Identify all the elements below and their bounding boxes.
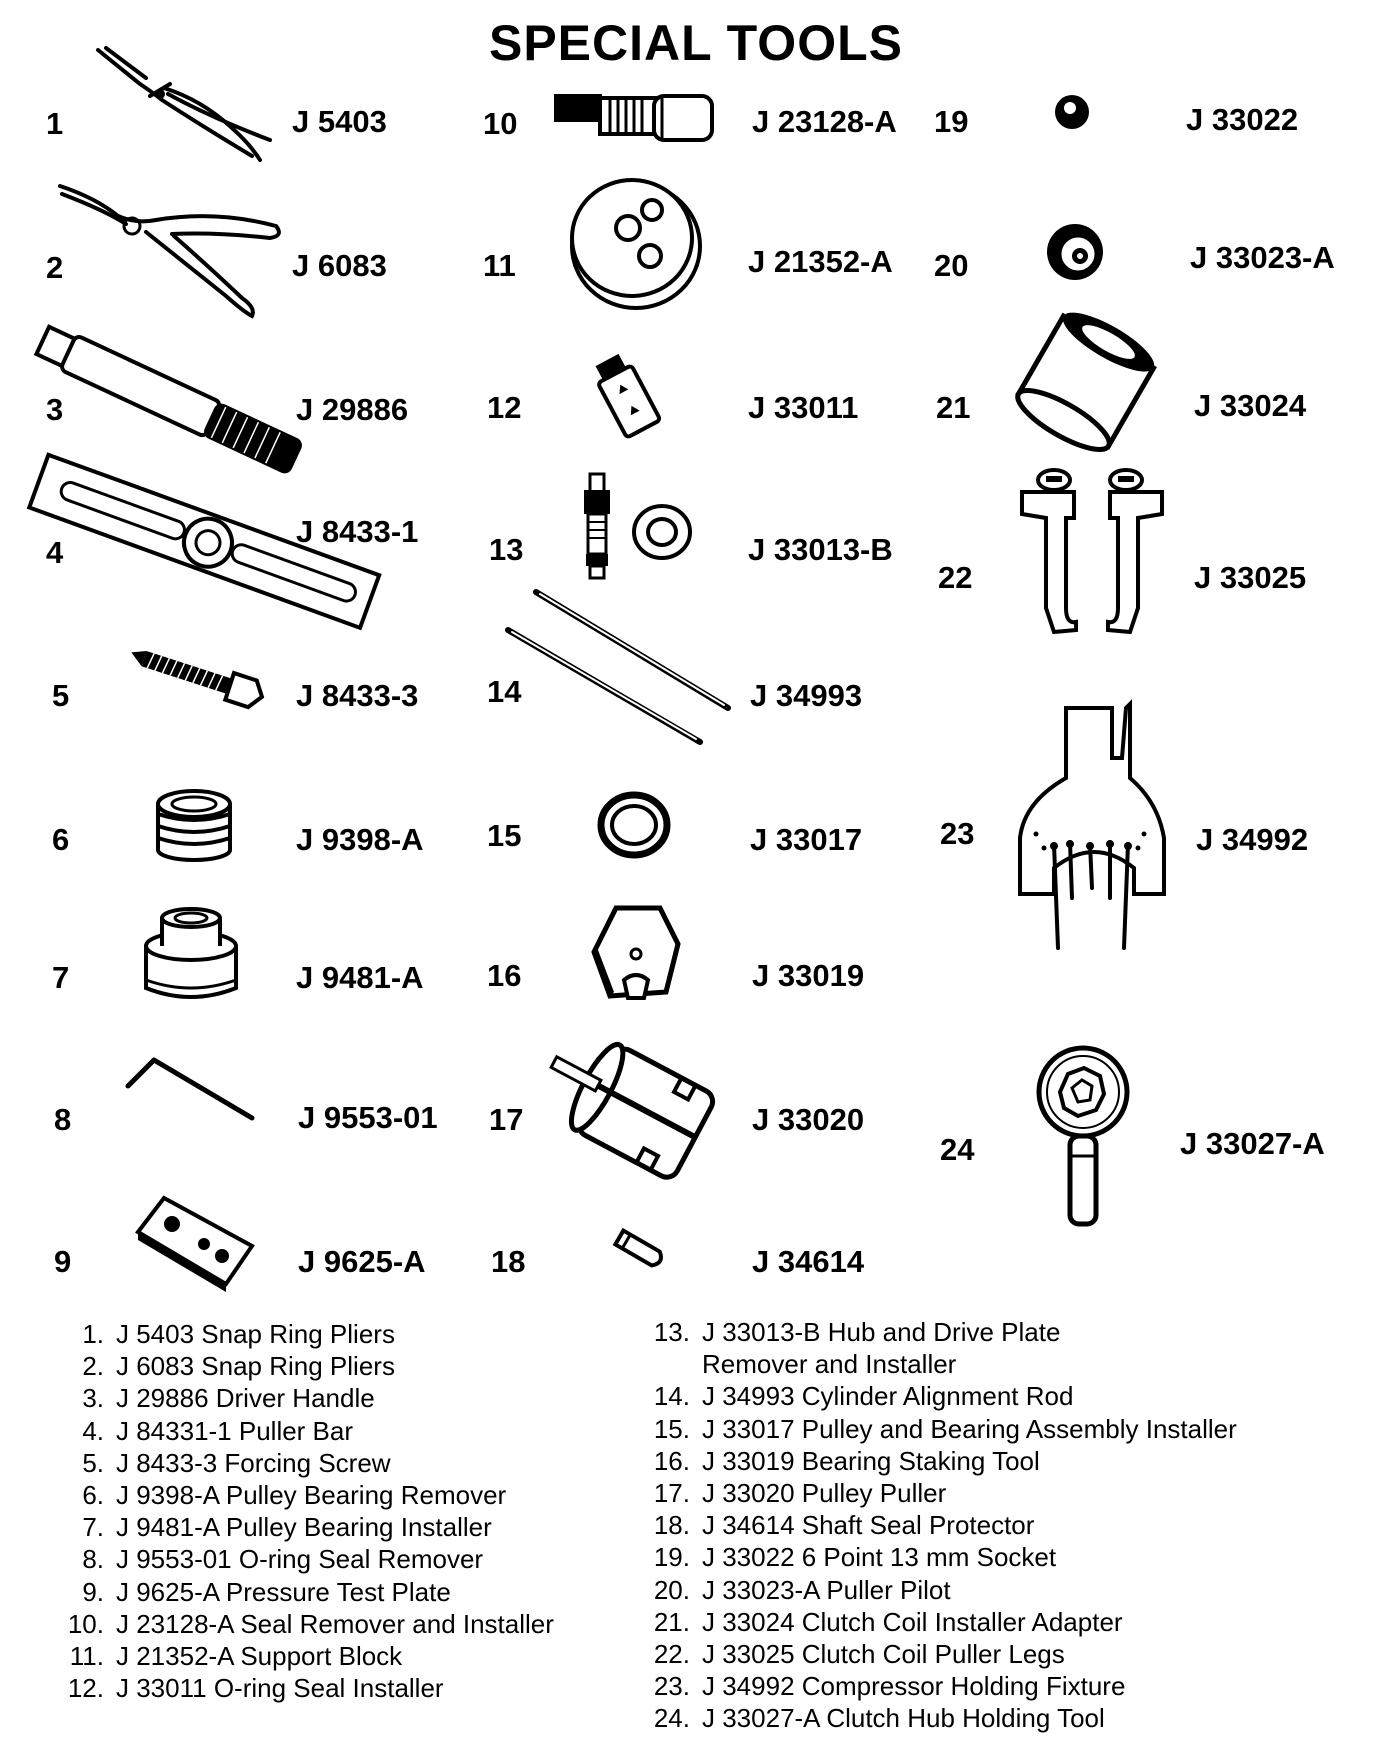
pulley-puller-icon [556,1018,736,1186]
tool-number-1: 1 [46,106,64,141]
legend-item: 3. J 29886 Driver Handle [82,1383,375,1414]
legend-item: 18. J 34614 Shaft Seal Protector [653,1510,1035,1541]
tool-number-22: 22 [938,560,973,595]
legend-item: 2. J 6083 Snap Ring Pliers [82,1351,395,1382]
tool-number-21: 21 [936,390,971,425]
legend-item: 23. J 34992 Compressor Holding Fixture [653,1671,1126,1702]
support-block-icon [566,168,706,312]
tool-number-24: 24 [940,1132,975,1167]
snap-ring-pliers-icon [92,44,282,169]
tool-number-10: 10 [483,106,518,141]
legend-item: 20. J 33023-A Puller Pilot [653,1574,951,1605]
tool-number-17: 17 [489,1102,524,1137]
tool-code-14: J 34993 [750,678,863,713]
legend-item: 16. J 33019 Bearing Staking Tool [653,1445,1040,1476]
tool-code-1: J 5403 [292,104,387,139]
tool-code-4: J 8433-1 [296,514,419,549]
tool-number-7: 7 [52,960,70,995]
tool-code-15: J 33017 [750,822,863,857]
tool-code-13: J 33013-B [748,532,893,567]
page-title: SPECIAL TOOLS [488,15,903,71]
tool-code-21: J 33024 [1194,388,1307,423]
tool-code-7: J 9481-A [296,960,424,995]
tool-code-18: J 34614 [752,1244,865,1279]
puller-pilot-icon [1044,218,1106,284]
tool-code-2: J 6083 [292,248,387,283]
tool-code-11: J 21352-A [748,244,893,279]
tool-number-19: 19 [934,104,969,139]
legend-item: 24. J 33027-A Clutch Hub Holding Tool [653,1703,1105,1734]
legend-item: 17. J 33020 Pulley Puller [653,1478,947,1509]
legend-item: 6. J 9398-A Pulley Bearing Remover [82,1480,507,1511]
tool-code-8: J 9553-01 [298,1100,438,1135]
shaft-protector-icon [610,1224,672,1276]
legend-item: 4. J 84331-1 Puller Bar [82,1415,354,1446]
legend-item: 22. J 33025 Clutch Coil Puller Legs [653,1639,1065,1670]
tool-number-15: 15 [487,818,522,853]
test-plate-icon [130,1190,260,1300]
hook-remover-icon [124,1052,264,1132]
puller-legs-icon [1016,458,1168,638]
tool-number-20: 20 [934,248,969,283]
socket-icon [1052,92,1092,132]
seal-remover-icon [550,86,718,150]
tool-number-14: 14 [487,674,522,709]
ring-installer-icon [596,790,672,860]
tool-code-10: J 23128-A [752,104,897,139]
alignment-rod-icon [500,584,740,748]
tool-code-22: J 33025 [1194,560,1307,595]
legend-item: 15. J 33017 Pulley and Bearing Assembly Installer [653,1413,1237,1444]
snap-ring-pliers-icon [56,180,286,325]
tool-code-9: J 9625-A [298,1244,426,1279]
tool-code-19: J 33022 [1186,102,1299,137]
tool-code-24: J 33027-A [1180,1126,1325,1161]
hub-holding-tool-icon [1030,1046,1136,1230]
hub-remover-icon [574,470,704,582]
staking-tool-icon [588,902,682,1004]
tool-code-3: J 29886 [296,392,409,427]
tool-code-23: J 34992 [1196,822,1309,857]
tool-code-12: J 33011 [748,390,859,425]
legend-item: 14. J 34993 Cylinder Alignment Rod [653,1381,1074,1412]
legend-item-continuation: Remover and Installer [702,1349,957,1380]
tool-code-6: J 9398-A [296,822,424,857]
legend-item: 1. J 5403 Snap Ring Pliers [82,1319,395,1349]
legend-item: 9. J 9625-A Pressure Test Plate [82,1576,451,1607]
bearing-remover-icon [152,784,236,864]
tool-number-5: 5 [52,678,70,713]
legend-item: 13. J 33013-B Hub and Drive Plate [653,1317,1061,1347]
tool-number-6: 6 [52,822,70,857]
tool-number-16: 16 [487,958,522,993]
legend-item: 12. J 33011 O-ring Seal Installer [67,1673,444,1704]
tool-code-5: J 8433-3 [296,678,419,713]
forcing-screw-icon [122,640,272,720]
tool-number-12: 12 [487,390,522,425]
tool-number-8: 8 [54,1102,72,1137]
tool-code-17: J 33020 [752,1102,865,1137]
tool-legend-right [648,1316,1237,1735]
legend-item: 10. J 23128-A Seal Remover and Installer [67,1608,554,1639]
legend-item: 5. J 8433-3 Forcing Screw [82,1447,391,1478]
legend-item: 11. J 21352-A Support Block [69,1641,403,1672]
tool-number-3: 3 [46,392,64,427]
holding-fixture-icon [1014,698,1174,954]
tool-number-11: 11 [483,248,516,283]
legend-item: 19. J 33022 6 Point 13 mm Socket [653,1542,1057,1573]
legend-item: 8. J 9553-01 O-ring Seal Remover [82,1544,484,1575]
tool-legend-left [62,1318,554,1704]
tool-number-13: 13 [489,532,524,567]
tool-number-2: 2 [46,250,64,285]
seal-installer-icon [586,350,672,444]
legend-item: 21. J 33024 Clutch Coil Installer Adapter [653,1606,1123,1637]
tool-number-9: 9 [54,1244,72,1279]
tool-code-20: J 33023-A [1190,240,1335,275]
bearing-installer-icon [140,906,242,1006]
tool-number-23: 23 [940,816,975,851]
tool-code-16: J 33019 [752,958,865,993]
legend-item: 7. J 9481-A Pulley Bearing Installer [82,1512,492,1543]
installer-adapter-icon [1006,306,1166,456]
tool-number-4: 4 [46,535,64,570]
tool-number-18: 18 [491,1244,526,1279]
